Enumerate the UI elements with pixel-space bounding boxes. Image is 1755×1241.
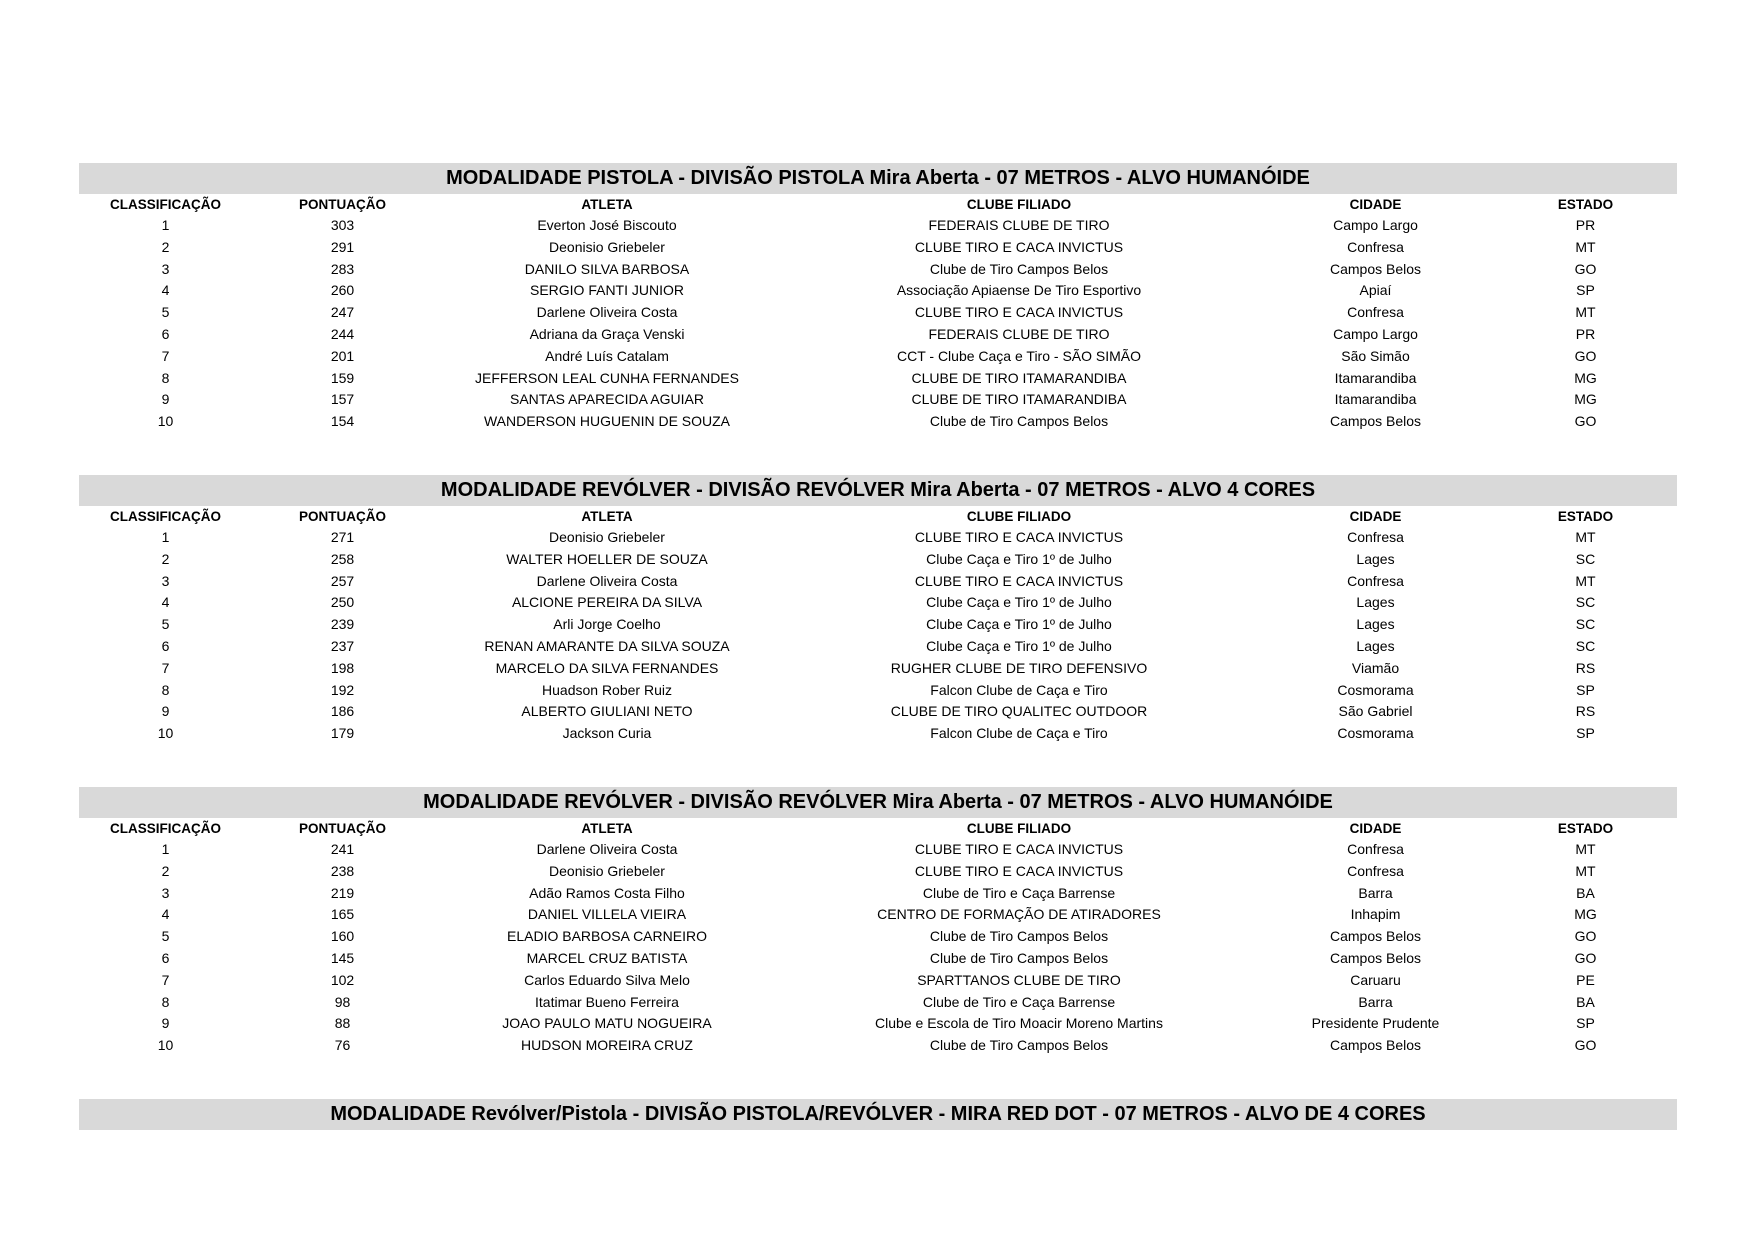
classificacao-cell: 4 (161, 906, 170, 923)
clube-cell: Clube de Tiro Campos Belos (929, 1037, 1109, 1054)
header-estado: ESTADO (1557, 197, 1614, 212)
clube-cell: CCT - Clube Caça e Tiro - SÃO SIMÃO (896, 347, 1142, 364)
classificacao-cell: 1 (161, 217, 170, 233)
cidade-cell: Campos Belos (1329, 1037, 1422, 1054)
clube-cell: CLUBE TIRO E CACA INVICTUS (914, 528, 1124, 545)
table-row (79, 389, 1677, 411)
header-cidade: CIDADE (1349, 820, 1402, 836)
classificacao-cell: 2 (161, 238, 170, 255)
results-table (79, 506, 1677, 745)
table-row (79, 883, 1677, 905)
cidade-cell: Caruaru (1350, 971, 1401, 988)
pontuacao-cell: 201 (330, 347, 355, 364)
pontuacao-cell: 291 (330, 238, 355, 255)
section-title: MODALIDADE REVÓLVER - DIVISÃO REVÓLVER Mira Aberta - 07 METROS - ALVO 4 CORES (79, 475, 1677, 506)
classificacao-cell: 8 (161, 369, 170, 386)
cidade-cell: Confresa (1347, 862, 1404, 879)
estado-cell: RS (1575, 703, 1596, 720)
atleta-cell: ALCIONE PEREIRA DA SILVA (511, 594, 703, 611)
table-row (79, 215, 1677, 237)
clube-cell: Clube de Tiro Campos Belos (929, 260, 1109, 277)
pontuacao-cell: 303 (330, 217, 355, 233)
classificacao-cell: 9 (161, 391, 170, 408)
atleta-cell: Darlene Oliveira Costa (536, 304, 678, 321)
atleta-cell: WANDERSON HUGUENIN DE SOUZA (483, 413, 731, 430)
estado-cell: RS (1575, 659, 1596, 676)
section-title: MODALIDADE REVÓLVER - DIVISÃO REVÓLVER Mira Aberta - 07 METROS - ALVO HUMANÓIDE (79, 787, 1677, 818)
estado-cell: MG (1574, 906, 1597, 923)
estado-cell: MT (1575, 528, 1596, 545)
estado-cell: BA (1576, 884, 1595, 901)
header-clube: CLUBE FILIADO (966, 508, 1072, 524)
header-atleta: ATLETA (581, 820, 633, 836)
cidade-cell: São Gabriel (1338, 703, 1413, 720)
classificacao-cell: 3 (161, 260, 170, 277)
table-row (79, 861, 1677, 883)
pontuacao-cell: 102 (330, 971, 355, 988)
atleta-cell: SERGIO FANTI JUNIOR (529, 282, 684, 299)
atleta-cell: DANILO SILVA BARBOSA (524, 260, 690, 277)
clube-cell: Clube de Tiro Campos Belos (929, 413, 1109, 430)
classificacao-cell: 10 (157, 413, 174, 430)
clube-cell: RUGHER CLUBE DE TIRO DEFENSIVO (890, 659, 1148, 676)
estado-cell: SP (1576, 681, 1595, 698)
atleta-cell: RENAN AMARANTE DA SILVA SOUZA (484, 637, 730, 654)
estado-cell: BA (1576, 993, 1595, 1010)
header-atleta: ATLETA (581, 508, 633, 524)
table-row (79, 970, 1677, 992)
estado-cell: MT (1575, 840, 1596, 857)
atleta-cell: Everton José Biscouto (537, 217, 677, 233)
header-pontuacao: PONTUAÇÃO (299, 508, 386, 524)
pontuacao-cell: 145 (330, 949, 355, 966)
atleta-cell: Huadson Rober Ruiz (542, 681, 672, 698)
header-clube: CLUBE FILIADO (966, 820, 1072, 836)
header-pontuacao: PONTUAÇÃO (299, 197, 386, 212)
table-row (79, 1013, 1677, 1035)
cidade-cell: Barra (1358, 884, 1393, 901)
clube-cell: Falcon Clube de Caça e Tiro (930, 725, 1108, 742)
estado-cell: MG (1574, 369, 1597, 386)
clube-cell: Clube Caça e Tiro 1º de Julho (926, 550, 1112, 567)
clube-cell: Clube de Tiro Campos Belos (929, 949, 1109, 966)
estado-cell: GO (1574, 413, 1597, 430)
atleta-cell: Carlos Eduardo Silva Melo (524, 971, 690, 988)
cidade-cell: Confresa (1347, 572, 1404, 589)
cidade-cell: Itamarandiba (1334, 369, 1417, 386)
atleta-cell: MARCEL CRUZ BATISTA (526, 949, 688, 966)
table-row (79, 411, 1677, 433)
estado-cell: GO (1574, 949, 1597, 966)
header-classificacao: CLASSIFICAÇÃO (110, 820, 221, 836)
section-title: MODALIDADE Revólver/Pistola - DIVISÃO PISTOLA/REVÓLVER - MIRA RED DOT - 07 METROS - ALVO DE 4 CORES (79, 1099, 1677, 1130)
header-classificacao: CLASSIFICAÇÃO (110, 508, 221, 524)
clube-cell: Clube Caça e Tiro 1º de Julho (926, 616, 1112, 633)
table-row (79, 237, 1677, 259)
pontuacao-cell: 98 (334, 993, 351, 1010)
cidade-cell: Campo Largo (1333, 325, 1418, 342)
cidade-cell: Itamarandiba (1334, 391, 1417, 408)
atleta-cell: Darlene Oliveira Costa (536, 840, 678, 857)
cidade-cell: Confresa (1347, 528, 1404, 545)
results-section (79, 787, 1677, 1057)
table-row (79, 839, 1677, 861)
atleta-cell: HUDSON MOREIRA CRUZ (521, 1037, 693, 1054)
clube-cell: FEDERAIS CLUBE DE TIRO (928, 325, 1110, 342)
estado-cell: SC (1575, 616, 1596, 633)
pontuacao-cell: 154 (330, 413, 355, 430)
results-section (79, 163, 1677, 433)
table-row (79, 680, 1677, 702)
clube-cell: CLUBE TIRO E CACA INVICTUS (914, 238, 1124, 255)
cidade-cell: Campos Belos (1329, 260, 1422, 277)
header-cidade: CIDADE (1349, 197, 1402, 212)
clube-cell: CLUBE TIRO E CACA INVICTUS (914, 572, 1124, 589)
pontuacao-cell: 160 (330, 928, 355, 945)
table-body (79, 215, 1677, 433)
atleta-cell: Darlene Oliveira Costa (536, 572, 678, 589)
table-row (79, 992, 1677, 1014)
clube-cell: SPARTTANOS CLUBE DE TIRO (917, 971, 1121, 988)
cidade-cell: Campos Belos (1329, 928, 1422, 945)
results-section (79, 1099, 1677, 1130)
classificacao-cell: 2 (161, 550, 170, 567)
atleta-cell: SANTAS APARECIDA AGUIAR (510, 391, 704, 408)
pontuacao-cell: 271 (330, 528, 355, 545)
header-cidade: CIDADE (1349, 508, 1402, 524)
classificacao-cell: 6 (161, 325, 170, 342)
pontuacao-cell: 257 (330, 572, 355, 589)
cidade-cell: Presidente Prudente (1311, 1015, 1440, 1032)
table-row (79, 549, 1677, 571)
clube-cell: Clube Caça e Tiro 1º de Julho (926, 637, 1112, 654)
table-row (79, 948, 1677, 970)
table-row (79, 926, 1677, 948)
classificacao-cell: 1 (161, 528, 170, 545)
atleta-cell: Deonisio Griebeler (549, 238, 665, 255)
estado-cell: MT (1575, 304, 1596, 321)
classificacao-cell: 4 (161, 594, 170, 611)
classificacao-cell: 7 (161, 347, 170, 364)
classificacao-cell: 3 (161, 884, 170, 901)
table-header-row (79, 194, 1677, 215)
estado-cell: GO (1574, 347, 1597, 364)
classificacao-cell: 7 (161, 659, 170, 676)
table-body (79, 527, 1677, 745)
estado-cell: GO (1574, 928, 1597, 945)
classificacao-cell: 5 (161, 616, 170, 633)
atleta-cell: Arli Jorge Coelho (553, 616, 661, 633)
table-row (79, 614, 1677, 636)
header-estado: ESTADO (1557, 820, 1614, 836)
pontuacao-cell: 159 (330, 369, 355, 386)
header-pontuacao: PONTUAÇÃO (299, 820, 386, 836)
pontuacao-cell: 219 (330, 884, 355, 901)
cidade-cell: Campo Largo (1333, 217, 1418, 233)
classificacao-cell: 6 (161, 949, 170, 966)
pontuacao-cell: 157 (330, 391, 355, 408)
cidade-cell: Lages (1356, 616, 1395, 633)
atleta-cell: Adriana da Graça Venski (529, 325, 685, 342)
atleta-cell: Deonisio Griebeler (549, 862, 665, 879)
table-row (79, 904, 1677, 926)
table-row (79, 571, 1677, 593)
pontuacao-cell: 239 (330, 616, 355, 633)
pontuacao-cell: 258 (330, 550, 355, 567)
estado-cell: GO (1574, 260, 1597, 277)
table-row (79, 302, 1677, 324)
atleta-cell: ELADIO BARBOSA CARNEIRO (507, 928, 707, 945)
pontuacao-cell: 198 (330, 659, 355, 676)
estado-cell: MT (1575, 862, 1596, 879)
results-table (79, 194, 1677, 433)
clube-cell: FEDERAIS CLUBE DE TIRO (928, 217, 1110, 233)
atleta-cell: JEFFERSON LEAL CUNHA FERNANDES (475, 369, 739, 386)
clube-cell: Clube Caça e Tiro 1º de Julho (926, 594, 1112, 611)
classificacao-cell: 10 (157, 1037, 174, 1054)
pontuacao-cell: 247 (330, 304, 355, 321)
atleta-cell: WALTER HOELLER DE SOUZA (506, 550, 708, 567)
estado-cell: SC (1575, 550, 1596, 567)
estado-cell: MT (1575, 238, 1596, 255)
classificacao-cell: 2 (161, 862, 170, 879)
classificacao-cell: 9 (161, 1015, 170, 1032)
cidade-cell: Lages (1356, 550, 1395, 567)
pontuacao-cell: 237 (330, 637, 355, 654)
pontuacao-cell: 283 (330, 260, 355, 277)
table-row (79, 636, 1677, 658)
estado-cell: GO (1574, 1037, 1597, 1054)
clube-cell: Clube de Tiro e Caça Barrense (922, 884, 1116, 901)
results-table (79, 818, 1677, 1057)
clube-cell: Clube e Escola de Tiro Moacir Moreno Martins (875, 1015, 1163, 1032)
clube-cell: Associação Apiaense De Tiro Esportivo (896, 282, 1142, 299)
cidade-cell: Apiaí (1359, 282, 1392, 299)
cidade-cell: Cosmorama (1337, 725, 1414, 742)
pontuacao-cell: 186 (330, 703, 355, 720)
atleta-cell: DANIEL VILLELA VIEIRA (527, 906, 687, 923)
cidade-cell: Confresa (1347, 840, 1404, 857)
estado-cell: PE (1576, 971, 1595, 988)
cidade-cell: Campos Belos (1329, 413, 1422, 430)
atleta-cell: MARCELO DA SILVA FERNANDES (495, 659, 719, 676)
table-body (79, 839, 1677, 1057)
cidade-cell: São Simão (1341, 347, 1410, 364)
classificacao-cell: 8 (161, 993, 170, 1010)
table-row (79, 1035, 1677, 1057)
classificacao-cell: 3 (161, 572, 170, 589)
cidade-cell: Cosmorama (1337, 681, 1414, 698)
table-row (79, 368, 1677, 390)
header-classificacao: CLASSIFICAÇÃO (110, 197, 221, 212)
clube-cell: Falcon Clube de Caça e Tiro (930, 681, 1108, 698)
cidade-cell: Inhapim (1350, 906, 1401, 923)
clube-cell: CLUBE TIRO E CACA INVICTUS (914, 304, 1124, 321)
atleta-cell: Itatimar Bueno Ferreira (535, 993, 679, 1010)
atleta-cell: Adão Ramos Costa Filho (529, 884, 685, 901)
estado-cell: SP (1576, 282, 1595, 299)
pontuacao-cell: 76 (334, 1037, 351, 1054)
header-estado: ESTADO (1557, 508, 1614, 524)
table-row (79, 723, 1677, 745)
table-row (79, 324, 1677, 346)
clube-cell: CLUBE DE TIRO ITAMARANDIBA (911, 391, 1127, 408)
classificacao-cell: 4 (161, 282, 170, 299)
cidade-cell: Confresa (1347, 304, 1404, 321)
classificacao-cell: 6 (161, 637, 170, 654)
estado-cell: SP (1576, 725, 1595, 742)
pontuacao-cell: 241 (330, 840, 355, 857)
clube-cell: CENTRO DE FORMAÇÃO DE ATIRADORES (877, 906, 1161, 923)
pontuacao-cell: 238 (330, 862, 355, 879)
header-atleta: ATLETA (581, 197, 633, 212)
pontuacao-cell: 179 (330, 725, 355, 742)
table-row (79, 280, 1677, 302)
clube-cell: CLUBE DE TIRO QUALITEC OUTDOOR (890, 703, 1148, 720)
cidade-cell: Barra (1358, 993, 1393, 1010)
cidade-cell: Confresa (1347, 238, 1404, 255)
estado-cell: SC (1575, 637, 1596, 654)
results-page (79, 163, 1677, 1172)
classificacao-cell: 5 (161, 928, 170, 945)
table-row (79, 346, 1677, 368)
table-row (79, 658, 1677, 680)
section-title: MODALIDADE PISTOLA - DIVISÃO PISTOLA Mira Aberta - 07 METROS - ALVO HUMANÓIDE (79, 163, 1677, 194)
clube-cell: CLUBE TIRO E CACA INVICTUS (914, 840, 1124, 857)
table-header-row (79, 506, 1677, 527)
clube-cell: CLUBE DE TIRO ITAMARANDIBA (911, 369, 1127, 386)
pontuacao-cell: 244 (330, 325, 355, 342)
cidade-cell: Lages (1356, 594, 1395, 611)
classificacao-cell: 1 (161, 840, 170, 857)
estado-cell: PR (1575, 217, 1596, 233)
classificacao-cell: 8 (161, 681, 170, 698)
atleta-cell: André Luís Catalam (545, 347, 669, 364)
pontuacao-cell: 192 (330, 681, 355, 698)
pontuacao-cell: 88 (334, 1015, 351, 1032)
atleta-cell: Jackson Curia (562, 725, 652, 742)
estado-cell: SP (1576, 1015, 1595, 1032)
classificacao-cell: 10 (157, 725, 174, 742)
classificacao-cell: 7 (161, 971, 170, 988)
clube-cell: Clube de Tiro Campos Belos (929, 928, 1109, 945)
results-section (79, 475, 1677, 745)
cidade-cell: Lages (1356, 637, 1395, 654)
pontuacao-cell: 165 (330, 906, 355, 923)
pontuacao-cell: 250 (330, 594, 355, 611)
table-row (79, 259, 1677, 281)
table-row (79, 527, 1677, 549)
classificacao-cell: 5 (161, 304, 170, 321)
table-row (79, 592, 1677, 614)
atleta-cell: Deonisio Griebeler (549, 528, 665, 545)
clube-cell: CLUBE TIRO E CACA INVICTUS (914, 862, 1124, 879)
table-row (79, 701, 1677, 723)
atleta-cell: JOAO PAULO MATU NOGUEIRA (502, 1015, 712, 1032)
pontuacao-cell: 260 (330, 282, 355, 299)
cidade-cell: Viamão (1351, 659, 1400, 676)
estado-cell: MG (1574, 391, 1597, 408)
table-header-row (79, 818, 1677, 839)
header-clube: CLUBE FILIADO (966, 197, 1072, 212)
estado-cell: SC (1575, 594, 1596, 611)
estado-cell: MT (1575, 572, 1596, 589)
classificacao-cell: 9 (161, 703, 170, 720)
atleta-cell: ALBERTO GIULIANI NETO (521, 703, 693, 720)
clube-cell: Clube de Tiro e Caça Barrense (922, 993, 1116, 1010)
estado-cell: PR (1575, 325, 1596, 342)
cidade-cell: Campos Belos (1329, 949, 1422, 966)
